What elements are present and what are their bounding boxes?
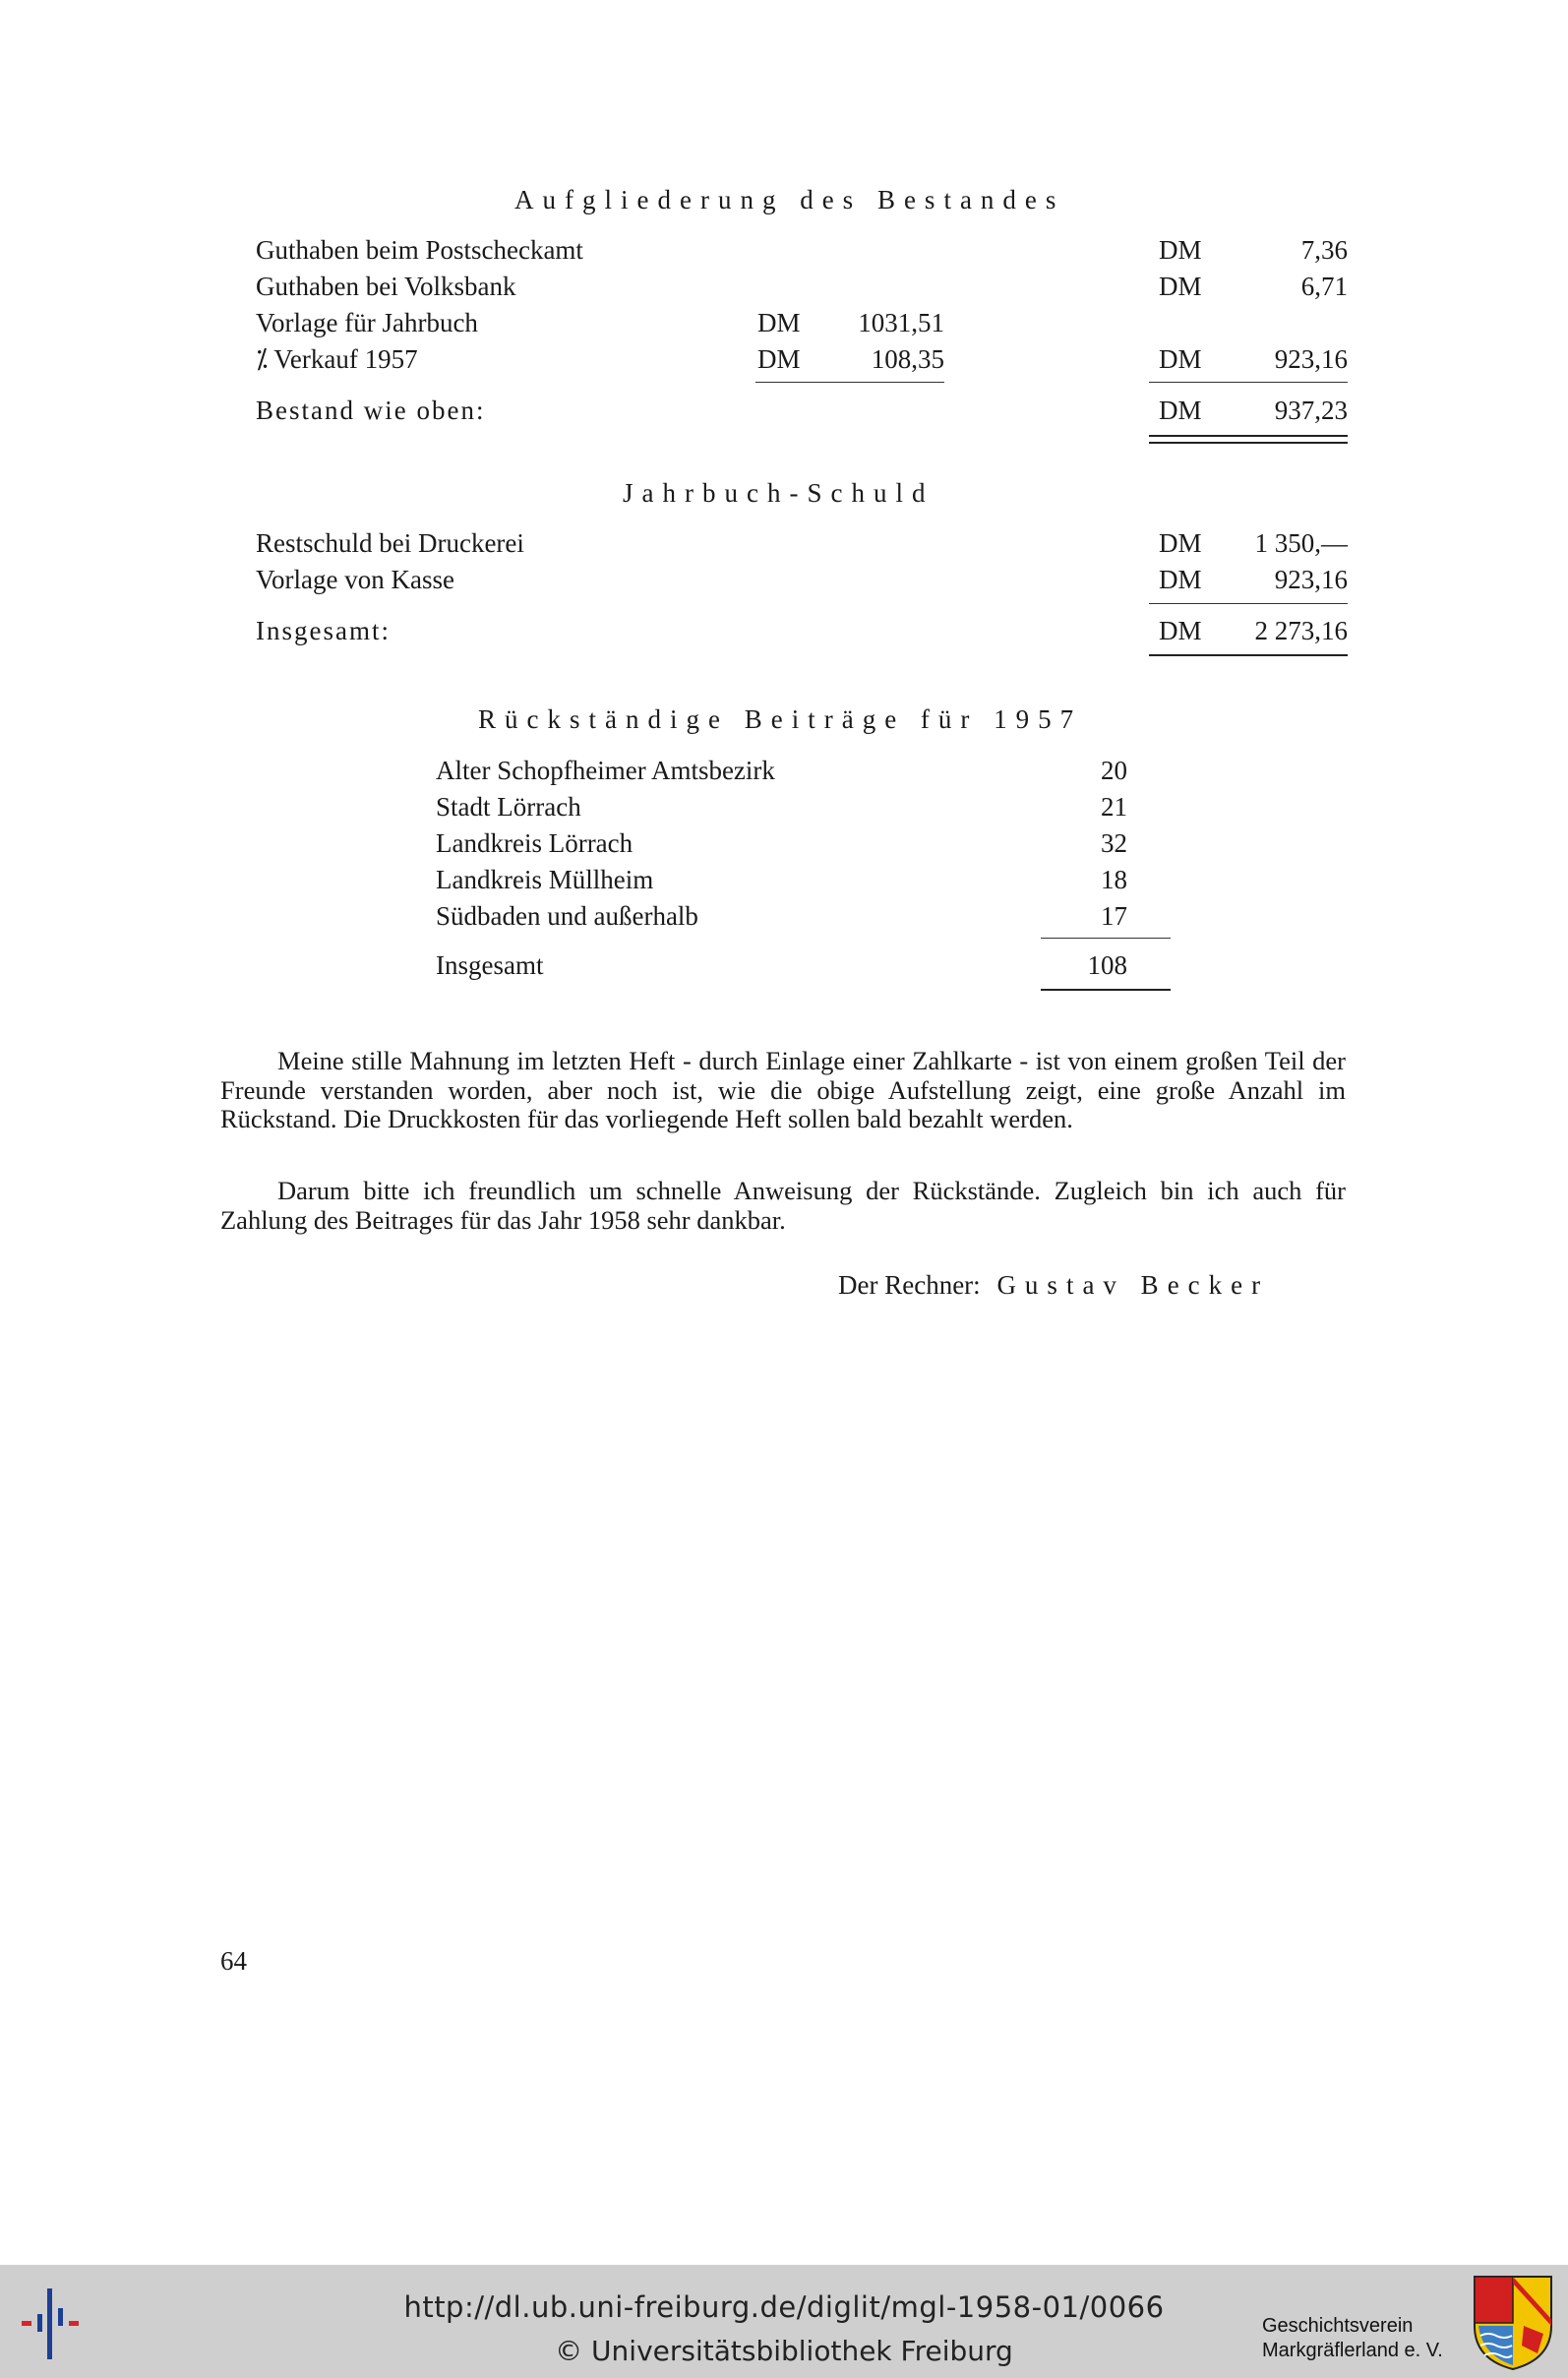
table-row-label: Vorlage von Kasse: [256, 565, 454, 594]
count-value: 18: [1101, 865, 1127, 894]
signature-name: Gustav Becker: [996, 1270, 1270, 1300]
total-label: Insgesamt:: [256, 616, 391, 645]
association-line1: Geschichtsverein: [1262, 2315, 1414, 2337]
total-label: Insgesamt: [436, 950, 544, 980]
amount-value: 1 350,—: [1254, 528, 1348, 558]
total-count: 108: [1087, 950, 1127, 980]
total-rule: [1041, 989, 1171, 991]
total-amount: 2 273,16: [1254, 616, 1348, 645]
signature-role: Der Rechner:: [838, 1270, 981, 1300]
coat-of-arms-icon: [1473, 2275, 1553, 2371]
page-number: 64: [220, 1946, 247, 1976]
section-heading-bestand: Aufgliederung des Bestandes: [514, 185, 1065, 214]
list-item-label: Südbaden und außerhalb: [436, 901, 698, 931]
currency-label: DM: [757, 344, 801, 374]
body-paragraph: Meine stille Mahnung im letzten Heft - durch Einlage einer Zahlkarte - ist von einem großen Teil der Freunde verstanden worden, aber noch ist, wie die obige Aufstellung zeigt, eine große Anzahl im Rückstand. Die Druckkosten für das vorliegende Heft sollen bald bezahlt werden.: [220, 1046, 1346, 1133]
section-heading-beitraege: Rückständige Beiträge für 1957: [478, 704, 1083, 734]
table-row-label: Guthaben bei Volksbank: [256, 272, 516, 301]
currency-label: DM: [1159, 272, 1202, 301]
double-rule: [1149, 435, 1348, 437]
body-paragraph: Darum bitte ich freundlich um schnelle Anweisung der Rückstände. Zugleich bin ich auch für Zahlung des Beitrages für das Jahr 1958 sehr dankbar.: [220, 1176, 1346, 1235]
currency-label: DM: [757, 308, 801, 337]
total-label: Bestand wie oben:: [256, 396, 486, 425]
count-value: 21: [1101, 792, 1127, 822]
amount-value: 108,35: [871, 344, 944, 374]
list-item-label: Alter Schopfheimer Amtsbezirk: [436, 756, 775, 785]
footer-copyright: © Universitätsbibliothek Freiburg: [555, 2335, 1013, 2367]
signature: [838, 1270, 1269, 1301]
count-value: 20: [1101, 756, 1127, 785]
amount-value: 7,36: [1300, 235, 1348, 265]
total-rule: [1149, 654, 1348, 656]
table-row-label: ⁒ Verkauf 1957: [256, 344, 418, 374]
list-item-label: Stadt Lörrach: [436, 792, 581, 822]
currency-label: DM: [1159, 396, 1202, 425]
currency-label: DM: [1159, 344, 1202, 374]
count-value: 17: [1101, 901, 1127, 931]
currency-label: DM: [1159, 528, 1202, 558]
total-amount: 937,23: [1274, 396, 1348, 425]
section-heading-schuld: Jahrbuch-Schuld: [623, 478, 935, 508]
amount-value: 923,16: [1274, 344, 1348, 374]
list-item-label: Landkreis Müllheim: [436, 865, 654, 894]
amount-value: 1031,51: [858, 308, 944, 337]
amount-value: 6,71: [1300, 272, 1348, 301]
amount-value: 923,16: [1274, 565, 1348, 594]
table-row-label: Restschuld bei Druckerei: [256, 528, 524, 558]
currency-label: DM: [1159, 235, 1202, 265]
subtotal-rule: [1149, 603, 1348, 604]
currency-label: DM: [1159, 565, 1202, 594]
list-item-label: Landkreis Lörrach: [436, 828, 633, 858]
currency-label: DM: [1159, 616, 1202, 645]
table-row-label: Guthaben beim Postscheckamt: [256, 235, 583, 265]
subtotal-rule: [755, 382, 944, 383]
footer-url-link[interactable]: http://dl.ub.uni-freiburg.de/diglit/mgl-1958-01/0066: [403, 2290, 1165, 2324]
table-row-label: Vorlage für Jahrbuch: [256, 308, 478, 337]
association-name: [1262, 2314, 1443, 2363]
count-value: 32: [1101, 828, 1127, 858]
association-line2: Markgräflerland e. V.: [1262, 2340, 1443, 2361]
double-rule: [1149, 442, 1348, 444]
footer-bar: [0, 2265, 1568, 2378]
subtotal-rule: [1041, 938, 1171, 939]
subtotal-rule: [1149, 382, 1348, 383]
